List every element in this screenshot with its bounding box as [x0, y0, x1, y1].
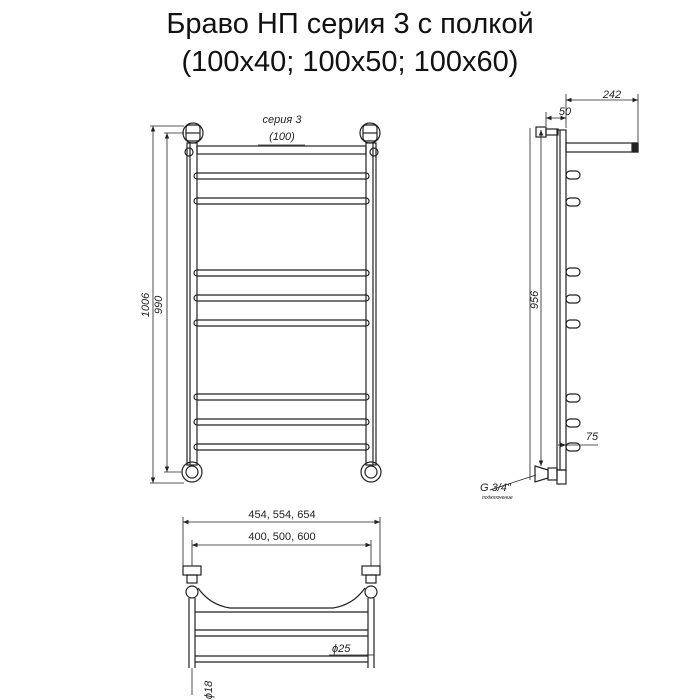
- width-inner-label: 400, 500, 600: [248, 531, 316, 543]
- right-pipe: [366, 143, 376, 465]
- series-sub-label: (100): [269, 131, 295, 143]
- top-right-bracket: [360, 123, 380, 156]
- pipe-diameter-label: ϕ25: [332, 643, 351, 655]
- height-outer-label: 1006: [140, 292, 152, 318]
- top-view: [183, 566, 380, 668]
- rungs: [194, 173, 369, 450]
- side-view: [530, 127, 638, 484]
- side-height-label: 956: [529, 290, 541, 310]
- left-pipe: [187, 143, 197, 465]
- offset-bottom-label: 75: [585, 431, 599, 443]
- drawing-title: Браво НП серия 3 с полкой: [166, 8, 534, 40]
- top-left-bracket: [183, 123, 203, 156]
- rung-diameter-label: ϕ18: [203, 680, 215, 700]
- width-outer-label: 454, 554, 654: [248, 509, 316, 521]
- connection-note: подключение: [482, 495, 513, 501]
- height-inner-label: 990: [153, 295, 165, 315]
- side-pipe: [557, 130, 566, 470]
- shelf-depth-label: 242: [602, 89, 622, 101]
- offset-top-label: 50: [558, 106, 572, 118]
- series-label: серия 3: [262, 114, 302, 126]
- connection-label: G 3/4": [480, 482, 511, 494]
- front-view: [182, 123, 381, 482]
- shelf-top: [197, 146, 366, 154]
- drawing-subtitle: (100x40; 100x50; 100x60): [181, 46, 519, 78]
- side-shelf: [566, 143, 638, 152]
- side-rungs: [566, 171, 580, 451]
